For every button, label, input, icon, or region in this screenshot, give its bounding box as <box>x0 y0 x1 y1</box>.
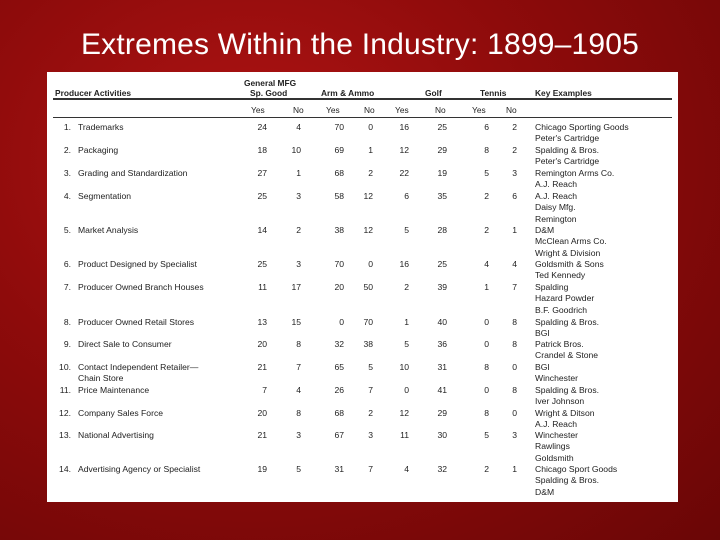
cell-value: 8 <box>296 339 301 349</box>
key-example: Rawlings <box>535 441 570 452</box>
activity-label: Contact Independent Retailer— <box>78 362 199 372</box>
cell-value: 39 <box>437 282 447 292</box>
col-yes-label: Yes <box>251 105 265 115</box>
key-example: Iver Johnson <box>535 396 585 407</box>
key-example: D&M <box>535 486 555 497</box>
row-number: 13. <box>59 430 71 440</box>
cell-value: 16 <box>399 259 409 269</box>
row-number: 12. <box>59 408 71 418</box>
key-example: Spalding & Bros. <box>535 385 600 395</box>
key-example: Crandel & Stone <box>535 350 599 361</box>
key-example: Wright & Ditson <box>535 408 595 418</box>
cell-value: 0 <box>512 362 517 372</box>
cell-value: 58 <box>334 191 344 201</box>
row-number: 9. <box>63 339 71 349</box>
cell-value: 20 <box>334 282 344 292</box>
cell-value: 6 <box>512 191 517 201</box>
table-row <box>47 408 678 430</box>
cell-value: 20 <box>257 339 267 349</box>
row-number: 6. <box>63 259 71 269</box>
cell-value: 5 <box>484 430 489 440</box>
cell-value: 5 <box>404 339 409 349</box>
cell-value: 12 <box>363 225 373 235</box>
cell-value: 11 <box>400 430 409 440</box>
activity-label: Trademarks <box>78 122 124 132</box>
key-example: Daisy Mfg. <box>535 202 576 213</box>
table-header-row-2 <box>47 102 678 116</box>
cell-value: 3 <box>296 191 301 201</box>
row-number: 5. <box>63 225 71 235</box>
cell-value: 3 <box>296 430 301 440</box>
key-example: D&M <box>535 225 555 235</box>
row-number: 10. <box>59 362 71 372</box>
cell-value: 12 <box>399 145 409 155</box>
cell-value: 25 <box>257 191 267 201</box>
col-yes-label: Yes <box>395 105 409 115</box>
key-example: A.J. Reach <box>535 179 578 190</box>
cell-value: 10 <box>291 145 301 155</box>
cell-value: 30 <box>437 430 447 440</box>
cell-value: 15 <box>291 317 301 327</box>
activity-label: Price Maintenance <box>78 385 150 395</box>
row-number: 8. <box>63 317 71 327</box>
row-number: 14. <box>59 464 71 474</box>
data-table-panel <box>47 72 678 502</box>
key-example: Remington Arms Co. <box>535 168 615 178</box>
table-row <box>47 168 678 190</box>
table-row <box>47 122 678 144</box>
key-example: BGI <box>535 362 550 372</box>
cell-value: 0 <box>404 385 409 395</box>
cell-value: 0 <box>484 385 489 395</box>
cell-value: 36 <box>437 339 447 349</box>
cell-value: 2 <box>512 145 517 155</box>
cell-value: 2 <box>484 464 489 474</box>
cell-value: 7 <box>296 362 301 372</box>
cell-value: 69 <box>334 145 344 155</box>
cell-value: 0 <box>339 317 344 327</box>
cell-value: 8 <box>512 339 517 349</box>
cell-value: 4 <box>512 259 517 269</box>
activity-label-continued: Chain Store <box>78 373 124 384</box>
cell-value: 38 <box>334 225 344 235</box>
row-number: 1. <box>63 122 71 132</box>
cell-value: 1 <box>512 464 517 474</box>
table-row <box>47 362 678 384</box>
table-row <box>47 430 678 463</box>
key-example: Winchester <box>535 373 578 384</box>
cell-value: 3 <box>368 430 373 440</box>
cell-value: 2 <box>296 225 301 235</box>
key-example: Chicago Sport Goods <box>535 464 618 474</box>
header-rule-bottom <box>53 117 672 118</box>
key-example: Goldsmith & Sons <box>535 259 604 269</box>
cell-value: 31 <box>334 464 344 474</box>
row-number: 7. <box>63 282 71 292</box>
cell-value: 0 <box>512 408 517 418</box>
cell-value: 2 <box>512 122 517 132</box>
cell-value: 1 <box>368 145 373 155</box>
cell-value: 70 <box>334 259 344 269</box>
cell-value: 7 <box>512 282 517 292</box>
cell-value: 5 <box>484 168 489 178</box>
activity-label: Grading and Standardization <box>78 168 188 178</box>
key-example: McClean Arms Co. <box>535 236 607 247</box>
cell-value: 32 <box>334 339 344 349</box>
activity-label: Packaging <box>78 145 119 155</box>
key-example: Chicago Sporting Goods <box>535 122 629 132</box>
activity-label: National Advertising <box>78 430 154 440</box>
key-example: Spalding & Bros. <box>535 475 600 486</box>
cell-value: 32 <box>437 464 447 474</box>
cell-value: 8 <box>512 317 517 327</box>
cell-value: 25 <box>257 259 267 269</box>
cell-value: 22 <box>399 168 409 178</box>
key-example: Goldsmith <box>535 452 574 463</box>
cell-value: 16 <box>399 122 409 132</box>
table-row <box>47 191 678 224</box>
cell-value: 70 <box>363 317 373 327</box>
cell-value: 10 <box>399 362 409 372</box>
activity-label: Segmentation <box>78 191 132 201</box>
row-number: 2. <box>63 145 71 155</box>
key-example: Spalding & Bros. <box>535 317 600 327</box>
cell-value: 4 <box>296 122 301 132</box>
cell-value: 8 <box>484 362 489 372</box>
key-example: A.J. Reach <box>535 191 578 201</box>
cell-value: 0 <box>484 317 489 327</box>
row-number: 11. <box>59 385 71 395</box>
key-example: Spalding <box>535 282 569 292</box>
row-number: 3. <box>63 168 71 178</box>
cell-value: 6 <box>404 191 409 201</box>
cell-value: 25 <box>437 122 447 132</box>
cell-value: 19 <box>257 464 267 474</box>
col-yes-label: Yes <box>326 105 340 115</box>
cell-value: 5 <box>296 464 301 474</box>
activity-label: Product Designed by Specialist <box>78 259 197 269</box>
cell-value: 14 <box>257 225 267 235</box>
col-tennis-header: Tennis <box>480 88 507 98</box>
cell-value: 19 <box>437 168 447 178</box>
cell-value: 18 <box>257 145 267 155</box>
cell-value: 4 <box>296 385 301 395</box>
key-example: BGI <box>535 328 550 339</box>
cell-value: 26 <box>334 385 344 395</box>
key-example: Wright & Division <box>535 247 601 258</box>
header-rule-top <box>53 98 672 100</box>
cell-value: 5 <box>404 225 409 235</box>
cell-value: 0 <box>368 122 373 132</box>
table-row <box>47 282 678 315</box>
key-example: Patrick Bros. <box>535 339 584 349</box>
cell-value: 0 <box>368 259 373 269</box>
table-row <box>47 145 678 167</box>
cell-value: 0 <box>484 339 489 349</box>
cell-value: 8 <box>296 408 301 418</box>
cell-value: 6 <box>484 122 489 132</box>
cell-value: 2 <box>368 168 373 178</box>
cell-value: 5 <box>368 362 373 372</box>
cell-value: 40 <box>437 317 447 327</box>
col-no-label: No <box>293 105 304 115</box>
activity-label: Producer Owned Branch Houses <box>78 282 204 292</box>
col-golf-header: Golf <box>425 88 442 98</box>
cell-value: 21 <box>257 430 267 440</box>
col-general-header-sub: Sp. Good <box>250 88 288 98</box>
row-number: 4. <box>63 191 71 201</box>
table-row <box>47 317 678 339</box>
col-key-header: Key Examples <box>535 88 592 98</box>
col-no-label: No <box>435 105 446 115</box>
table-row <box>47 385 678 407</box>
table-header-row-1 <box>47 74 678 96</box>
cell-value: 7 <box>262 385 267 395</box>
cell-value: 28 <box>437 225 447 235</box>
cell-value: 1 <box>404 317 409 327</box>
cell-value: 2 <box>484 225 489 235</box>
cell-value: 27 <box>257 168 267 178</box>
col-yes-label: Yes <box>472 105 486 115</box>
cell-value: 1 <box>296 168 301 178</box>
key-example: B.F. Goodrich <box>535 304 588 315</box>
cell-value: 7 <box>368 385 373 395</box>
cell-value: 8 <box>484 145 489 155</box>
cell-value: 21 <box>257 362 267 372</box>
cell-value: 38 <box>363 339 373 349</box>
cell-value: 50 <box>363 282 373 292</box>
cell-value: 65 <box>334 362 344 372</box>
cell-value: 1 <box>484 282 489 292</box>
col-no-label: No <box>364 105 375 115</box>
cell-value: 24 <box>257 122 267 132</box>
cell-value: 31 <box>437 362 447 372</box>
cell-value: 1 <box>512 225 517 235</box>
cell-value: 4 <box>484 259 489 269</box>
col-general-header: General MFG <box>244 78 297 88</box>
cell-value: 12 <box>363 191 373 201</box>
cell-value: 3 <box>296 259 301 269</box>
cell-value: 17 <box>291 282 301 292</box>
key-example: A.J. Reach <box>535 419 578 430</box>
table-row <box>47 259 678 281</box>
activity-label: Producer Owned Retail Stores <box>78 317 195 327</box>
cell-value: 8 <box>484 408 489 418</box>
cell-value: 68 <box>334 408 344 418</box>
cell-value: 4 <box>404 464 409 474</box>
activity-label: Company Sales Force <box>78 408 164 418</box>
cell-value: 70 <box>334 122 344 132</box>
table-row <box>47 339 678 361</box>
cell-value: 41 <box>437 385 447 395</box>
key-example: Spalding & Bros. <box>535 145 600 155</box>
cell-value: 67 <box>334 430 344 440</box>
cell-value: 11 <box>258 282 267 292</box>
key-example: Ted Kennedy <box>535 270 586 281</box>
cell-value: 13 <box>257 317 267 327</box>
cell-value: 8 <box>512 385 517 395</box>
key-example: Remington <box>535 213 577 224</box>
cell-value: 68 <box>334 168 344 178</box>
slide-title: Extremes Within the Industry: 1899–1905 <box>80 28 640 61</box>
cell-value: 25 <box>437 259 447 269</box>
cell-value: 12 <box>399 408 409 418</box>
key-example: Winchester <box>535 430 578 440</box>
cell-value: 2 <box>368 408 373 418</box>
key-example: Peter's Cartridge <box>535 156 600 167</box>
cell-value: 3 <box>512 430 517 440</box>
cell-value: 29 <box>437 145 447 155</box>
key-example: Hazard Powder <box>535 293 595 304</box>
activity-label: Market Analysis <box>78 225 139 235</box>
cell-value: 2 <box>484 191 489 201</box>
cell-value: 20 <box>257 408 267 418</box>
col-no-label: No <box>506 105 517 115</box>
key-example: Peter's Cartridge <box>535 133 600 144</box>
cell-value: 35 <box>437 191 447 201</box>
col-arm-header: Arm & Ammo <box>321 88 375 98</box>
table-row <box>47 225 678 258</box>
cell-value: 2 <box>404 282 409 292</box>
table-row <box>47 464 678 497</box>
cell-value: 3 <box>512 168 517 178</box>
col-producer-header: Producer Activities <box>55 88 132 98</box>
cell-value: 7 <box>368 464 373 474</box>
activity-label: Direct Sale to Consumer <box>78 339 172 349</box>
cell-value: 29 <box>437 408 447 418</box>
activity-label: Advertising Agency or Specialist <box>78 464 201 474</box>
